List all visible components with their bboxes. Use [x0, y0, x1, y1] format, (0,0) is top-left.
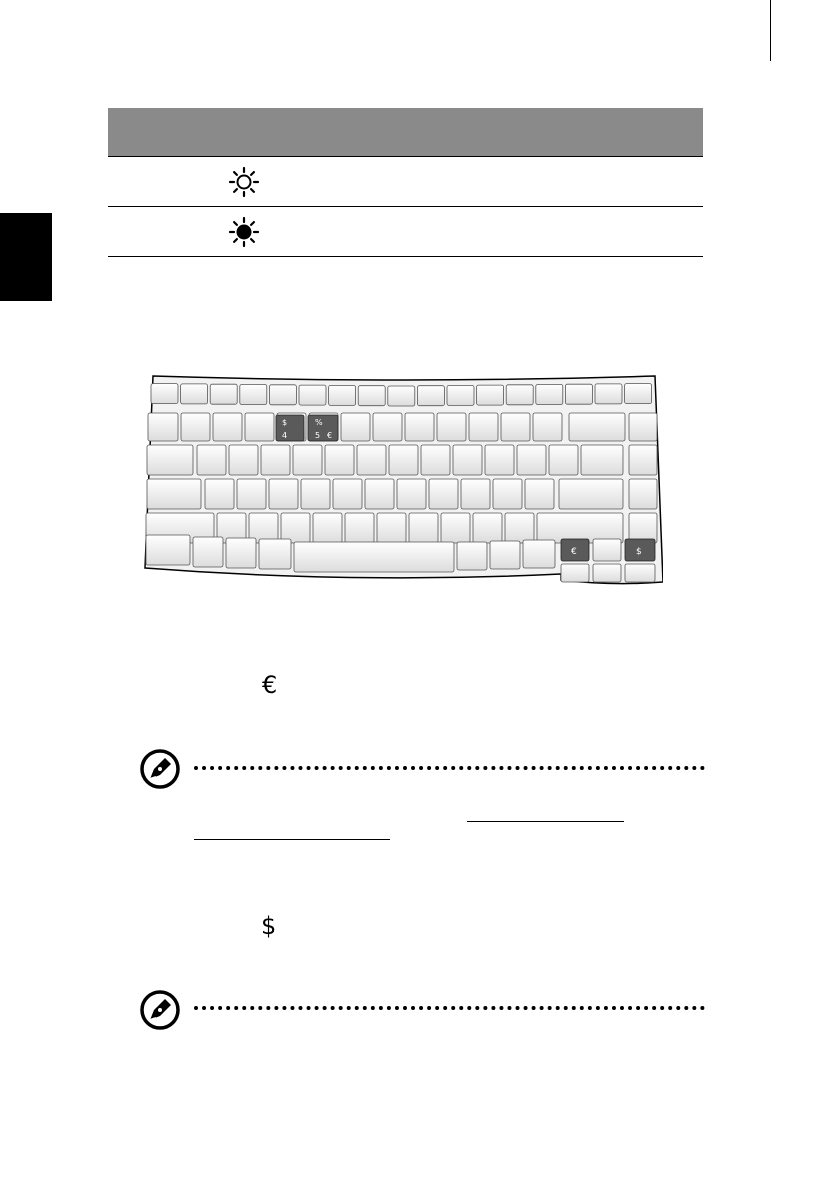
- brightness-up-icon: [228, 166, 260, 198]
- key-euro: [561, 539, 589, 561]
- keycap: [581, 445, 623, 475]
- table-row: [108, 157, 703, 207]
- keycap: [629, 445, 657, 475]
- keycap: [213, 413, 242, 441]
- keycap: [281, 513, 310, 543]
- keycap: [293, 445, 322, 475]
- brightness-hotkey-table: [108, 108, 703, 257]
- keycap: [345, 513, 374, 543]
- keycap: [505, 513, 534, 543]
- keycap: [333, 479, 362, 509]
- keycap: [147, 479, 201, 509]
- brightness-down-icon: [228, 216, 260, 248]
- keycap: [625, 384, 652, 404]
- keycap: [437, 413, 466, 441]
- keycap: [517, 445, 546, 475]
- keycap: [261, 445, 290, 475]
- keycap: [457, 542, 487, 570]
- keycap: [493, 479, 522, 509]
- keycap: [629, 513, 657, 543]
- keycap: [405, 413, 434, 441]
- keycap: [421, 445, 450, 475]
- keycap: [240, 385, 267, 405]
- keycap: [325, 445, 354, 475]
- keycap: [301, 479, 330, 509]
- keycap: [453, 445, 482, 475]
- link-underline: [194, 839, 390, 840]
- keycap: [629, 479, 657, 509]
- note-divider: [194, 1006, 705, 1010]
- keycap: [313, 513, 342, 543]
- keycap: [561, 564, 589, 582]
- svg-text:5: 5: [315, 431, 321, 440]
- keycap: [417, 386, 444, 406]
- keycap: [477, 385, 504, 405]
- keycap: [506, 385, 533, 405]
- keycap: [593, 564, 621, 582]
- keycap: [536, 385, 563, 405]
- svg-text:$: $: [282, 418, 288, 427]
- keycap: [229, 445, 258, 475]
- keycap: [377, 513, 406, 543]
- key-dollar: [625, 539, 655, 561]
- keycap: [533, 413, 562, 441]
- link-underline: [467, 821, 624, 822]
- keycap: [210, 384, 237, 404]
- svg-text:$: $: [636, 547, 642, 557]
- keycap: [146, 535, 190, 565]
- keycap: [181, 413, 210, 441]
- keycap: [226, 538, 256, 568]
- keycap: [294, 542, 454, 572]
- key-4: [276, 415, 304, 441]
- keycap: [389, 445, 418, 475]
- keycap: [357, 445, 386, 475]
- keycap: [569, 413, 625, 441]
- keyboard-illustration: [143, 372, 663, 592]
- note-pen-icon: [139, 989, 181, 1031]
- keycap: [525, 479, 554, 509]
- keycap: [473, 513, 502, 543]
- keycap: [269, 479, 298, 509]
- keycap: [593, 539, 621, 561]
- keycap: [237, 479, 266, 509]
- chapter-side-tab: [0, 213, 52, 301]
- keycap: [441, 513, 470, 543]
- top-margin-rule: [770, 0, 771, 61]
- svg-text:%: %: [315, 418, 323, 427]
- dollar-symbol: $: [261, 912, 277, 940]
- keycap: [148, 413, 178, 441]
- keycap: [629, 413, 657, 441]
- keycap: [329, 385, 356, 405]
- keycap: [565, 384, 592, 404]
- keycap: [259, 539, 291, 569]
- keycap: [181, 384, 208, 404]
- keycap: [523, 540, 555, 568]
- keycap: [447, 385, 474, 405]
- keycap: [429, 479, 458, 509]
- keycap: [147, 445, 193, 475]
- key-5: [308, 415, 338, 441]
- keycap: [245, 413, 274, 441]
- keycap: [269, 385, 296, 405]
- keycap: [549, 445, 578, 475]
- keycap: [461, 479, 490, 509]
- keycap: [151, 384, 178, 404]
- keycap: [388, 386, 415, 406]
- keycap: [559, 479, 623, 509]
- svg-text:€: €: [327, 431, 333, 440]
- keycap: [193, 537, 223, 567]
- keycap: [397, 479, 426, 509]
- keycap: [205, 479, 234, 509]
- note-divider: [194, 766, 705, 770]
- keycap: [299, 385, 326, 405]
- keycap: [373, 413, 402, 441]
- svg-text:€: €: [571, 547, 577, 557]
- keycap: [358, 386, 385, 406]
- keycap: [197, 445, 226, 475]
- svg-text:4: 4: [282, 431, 288, 440]
- keycap: [537, 513, 623, 543]
- euro-symbol: €: [262, 671, 278, 699]
- keycap: [595, 384, 622, 404]
- keycap: [501, 413, 530, 441]
- keycap: [485, 445, 514, 475]
- table-row: [108, 207, 703, 257]
- note-pen-icon: [139, 748, 181, 790]
- table-header-row: [108, 108, 703, 157]
- keycap: [365, 479, 394, 509]
- keycap: [409, 513, 438, 543]
- keycap: [469, 413, 498, 441]
- keycap: [490, 541, 520, 569]
- keycap: [625, 564, 655, 582]
- keycap: [341, 413, 370, 441]
